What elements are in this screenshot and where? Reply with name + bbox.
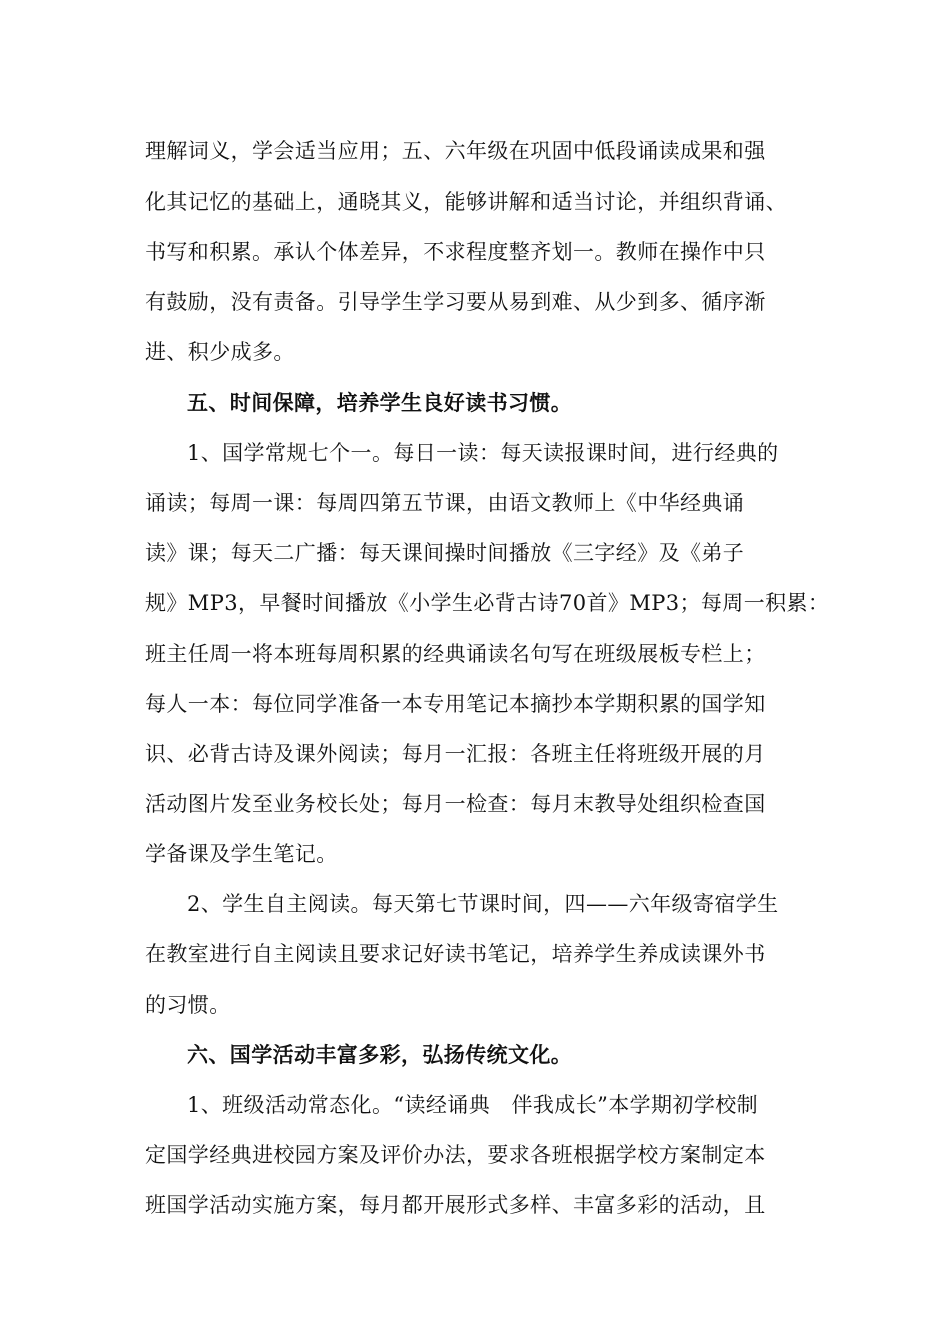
body-text-line: 2、学生自主阅读。每天第七节课时间，四——六年级寄宿学生 — [187, 892, 779, 916]
body-text-line: 的习惯。 — [145, 993, 231, 1017]
body-text-line: 有鼓励，没有责备。引导学生学习要从易到难、从少到多、循序渐 — [145, 290, 766, 314]
body-text-line: 班主任周一将本班每周积累的经典诵读名句写在班级展板专栏上； — [145, 642, 766, 666]
section-heading: 五、时间保障，培养学生良好读书习惯。 — [187, 390, 573, 415]
body-text-line: 化其记忆的基础上，通晓其义，能够讲解和适当讨论，并组织背诵、 — [145, 190, 787, 214]
body-text-line: 在教室进行自主阅读且要求记好读书笔记，培养学生养成读课外书 — [145, 942, 766, 966]
body-text-line: 每人一本：每位同学准备一本专用笔记本摘抄本学期积累的国学知 — [145, 692, 766, 716]
body-text-line: 识、必背古诗及课外阅读；每月一汇报：各班主任将班级开展的月 — [145, 742, 766, 766]
body-text-line: 读》课；每天二广播：每天课间操时间播放《三字经》及《弟子 — [145, 541, 745, 565]
body-text-line: 进、积少成多。 — [145, 340, 295, 364]
body-text-line: 理解词义，学会适当应用；五、六年级在巩固中低段诵读成果和强 — [145, 139, 766, 163]
body-text-line: 活动图片发至业务校长处；每月一检查：每月末教导处组织检查国 — [145, 792, 766, 816]
body-text-line: 1、国学常规七个一。每日一读：每天读报课时间，进行经典的 — [187, 441, 779, 465]
body-text-line: 1、班级活动常态化。“读经诵典 伴我成长”本学期初学校制 — [187, 1093, 759, 1117]
body-text-line: 诵读；每周一课：每周四第五节课，由语文教师上《中华经典诵 — [145, 491, 745, 515]
body-text-line: 班国学活动实施方案，每月都开展形式多样、丰富多彩的活动，且 — [145, 1193, 766, 1217]
body-text-line: 规》MP3，早餐时间播放《小学生必背古诗70首》MP3；每周一积累： — [145, 591, 830, 615]
body-text-line: 定国学经典进校园方案及评价办法，要求各班根据学校方案制定本 — [145, 1143, 766, 1167]
body-text-line: 书写和积累。承认个体差异，不求程度整齐划一。教师在操作中只 — [145, 240, 766, 264]
section-heading: 六、国学活动丰富多彩，弘扬传统文化。 — [187, 1042, 573, 1067]
body-text-line: 学备课及学生笔记。 — [145, 842, 338, 866]
